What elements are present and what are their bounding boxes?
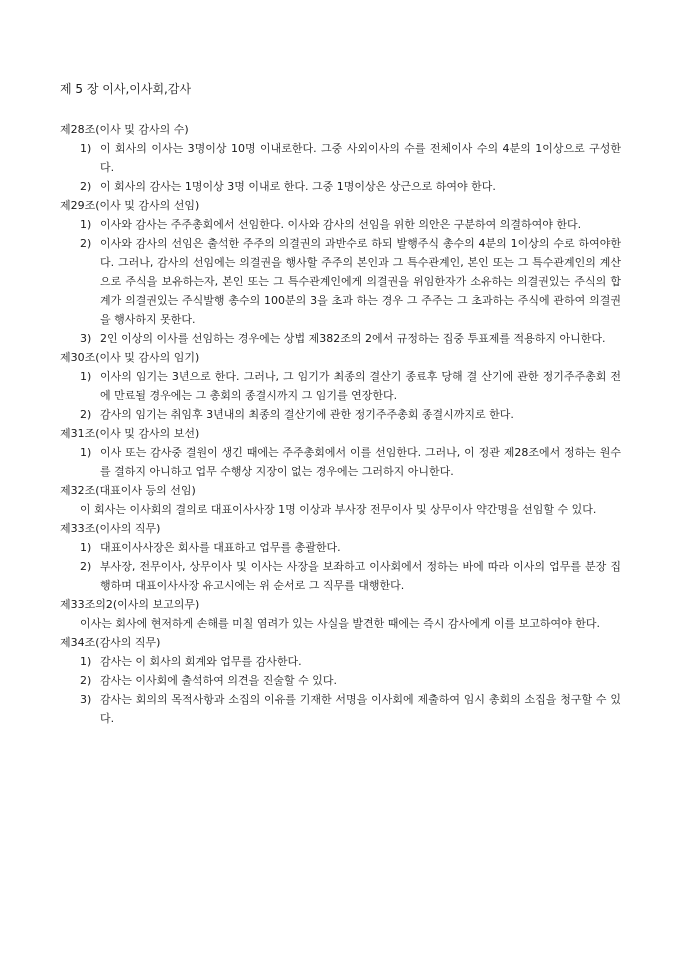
item-number: 1) — [80, 370, 92, 383]
item-number: 3) — [80, 693, 92, 706]
item-text: 이 회사의 이사는 3명이상 10명 이내로한다. 그중 사외이사의 수를 전체이사 수의 4분의 1이상으로 구성한다. — [100, 142, 621, 174]
item-text: 감사는 회의의 목적사항과 소집의 이유를 기재한 서명을 이사회에 제출하여 임시 총회의 소집을 청구할 수 있다. — [100, 693, 621, 725]
article-32 — [0, 481, 680, 519]
article-30 — [0, 348, 680, 424]
item-number: 1) — [80, 218, 92, 231]
item-text: 이사와 감사의 선임은 출석한 주주의 의결권의 과반수로 하되 발행주식 총수의 4분의 1이상의 수로 하여야한다. 그러나, 감사의 선임에는 의결권을 행사할 주주의 본인과 그 특수관계인, 본인 또는 그 특수관계인의 계산으로 주식을 보유하는자, 본인 또는 그 특수관계인에게 의결권을 위임한자가 소유하는 의결권있는 주식의 합계가 의결권있는 주식발행 총수의 100분의 3을 초과 하는 경우 그 주주는 그 초과하는 주식에 관하여 의결권을 행사하지 못한다. — [100, 237, 621, 326]
article-paragraph: 이사는 회사에 현저하게 손해를 미칠 염려가 있는 사실을 발견한 때에는 즉시 감사에게 이를 보고하여야 한다. — [80, 617, 600, 630]
article-heading: 제33조(이사의 직무) — [60, 522, 161, 535]
chapter-title: 제 5 장 이사,이사회,감사 — [60, 82, 192, 96]
item-text: 대표이사사장은 회사를 대표하고 업무를 총괄한다. — [100, 541, 341, 554]
article-item — [80, 690, 621, 728]
item-number: 1) — [80, 446, 92, 459]
article-item — [80, 443, 621, 481]
item-number: 2) — [80, 180, 92, 193]
article-29 — [0, 196, 680, 348]
article-28 — [0, 120, 680, 196]
article-item — [80, 177, 621, 196]
article-heading: 제29조(이사 및 감사의 선임) — [60, 199, 200, 212]
item-number: 2) — [80, 237, 92, 250]
item-number: 1) — [80, 541, 92, 554]
article-heading: 제34조(감사의 직무) — [60, 636, 161, 649]
article-heading: 제30조(이사 및 감사의 임기) — [60, 351, 200, 364]
article-item — [80, 652, 621, 671]
item-text: 이사와 감사는 주주총회에서 선임한다. 이사와 감사의 선임을 위한 의안은 구분하여 의결하여야 한다. — [100, 218, 582, 231]
article-item — [80, 215, 621, 234]
article-item — [80, 329, 621, 348]
item-text: 이사의 임기는 3년으로 한다. 그러나, 그 임기가 최종의 결산기 종료후 당해 결 산기에 관한 정기주주총회 전에 만료될 경우에는 그 총회의 종결시까지 그 임기를 연장한다. — [100, 370, 621, 402]
article-item — [80, 234, 621, 329]
article-item — [80, 367, 621, 405]
article-item — [80, 557, 621, 595]
item-number: 3) — [80, 332, 92, 345]
article-paragraph: 이 회사는 이사회의 결의로 대표이사사장 1명 이상과 부사장 전무이사 및 상무이사 약간명을 선임할 수 있다. — [80, 503, 597, 516]
item-text: 감사의 임기는 취임후 3년내의 최종의 결산기에 관한 정기주주총회 종결시까지로 한다. — [100, 408, 514, 421]
item-number: 1) — [80, 142, 92, 155]
articles-container — [0, 120, 680, 728]
article-item — [80, 538, 621, 557]
article-33-2 — [0, 595, 680, 633]
article-33 — [0, 519, 680, 595]
article-heading: 제32조(대표이사 등의 선임) — [60, 484, 196, 497]
item-number: 2) — [80, 674, 92, 687]
item-number: 2) — [80, 408, 92, 421]
item-number: 1) — [80, 655, 92, 668]
item-text: 이사 또는 감사중 결원이 생긴 때에는 주주총회에서 이를 선임한다. 그러나, 이 정관 제28조에서 정하는 원수를 결하지 아니하고 업무 수행상 지장이 없는 경우에는 그러하지 아니한다. — [100, 446, 621, 478]
item-text: 이 회사의 감사는 1명이상 3명 이내로 한다. 그중 1명이상은 상근으로 하여야 한다. — [100, 180, 496, 193]
article-heading: 제28조(이사 및 감사의 수) — [60, 123, 189, 136]
item-text: 2인 이상의 이사를 선임하는 경우에는 상법 제382조의 2에서 규정하는 집중 투표제를 적용하지 아니한다. — [100, 332, 606, 345]
article-item — [80, 139, 621, 177]
article-heading: 제31조(이사 및 감사의 보선) — [60, 427, 200, 440]
item-text: 감사는 이사회에 출석하여 의견을 진술할 수 있다. — [100, 674, 337, 687]
article-heading: 제33조의2(이사의 보고의무) — [60, 598, 200, 611]
article-34 — [0, 633, 680, 728]
item-text: 감사는 이 회사의 회계와 업무를 감사한다. — [100, 655, 302, 668]
article-31 — [0, 424, 680, 481]
item-text: 부사장, 전무이사, 상무이사 및 이사는 사장을 보좌하고 이사회에서 정하는 바에 따라 이사의 업무를 분장 집행하며 대표이사사장 유고시에는 위 순서로 그 직무를 대행한다. — [100, 560, 621, 592]
item-number: 2) — [80, 560, 92, 573]
article-item — [80, 405, 621, 424]
article-item — [80, 671, 621, 690]
